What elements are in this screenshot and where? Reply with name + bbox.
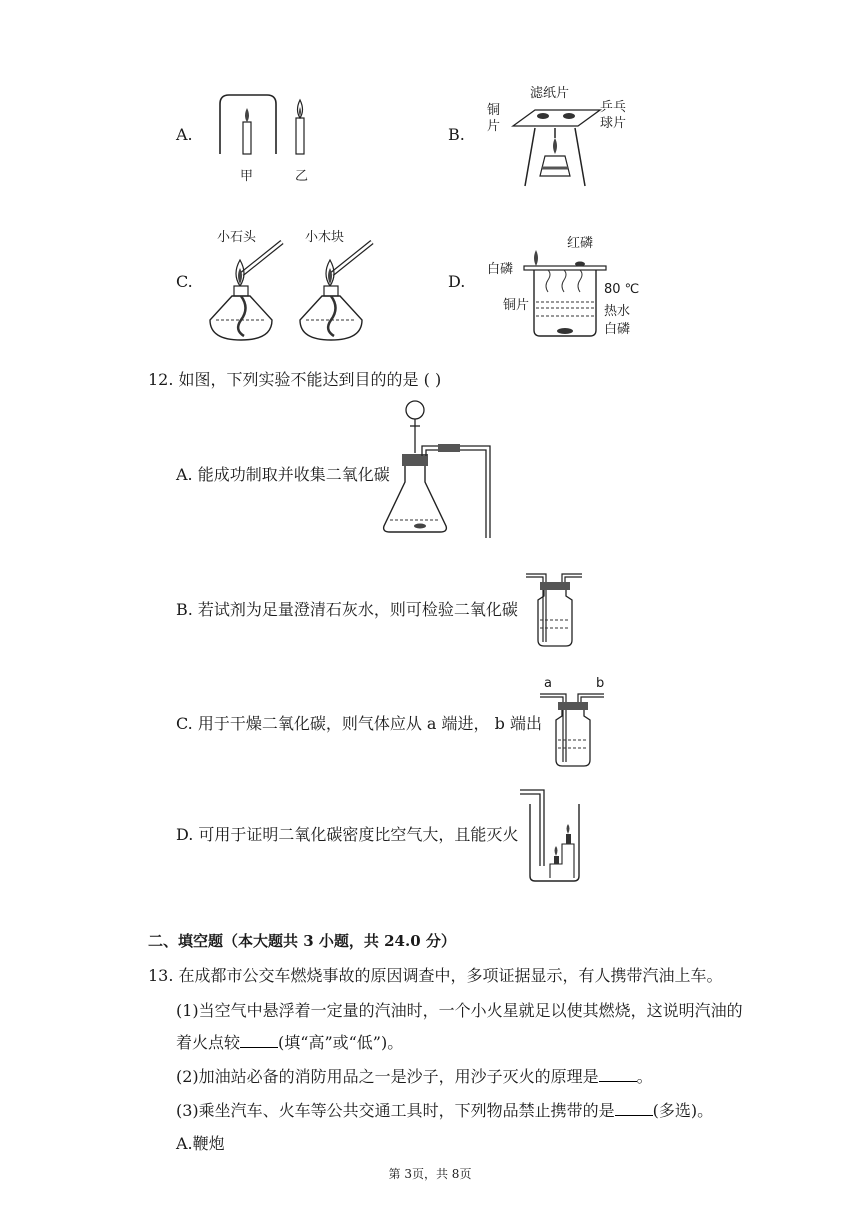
q13-part1-line2 bbox=[176, 1030, 403, 1053]
q13-part2-post: 。 bbox=[636, 1067, 653, 1086]
q12-c-drying-bottle bbox=[536, 690, 608, 768]
q12-option-b: B. 若试剂为足量澄清石灰水，则可检验二氧化碳 bbox=[176, 600, 518, 619]
q11-d-label-temp: 80 ℃ bbox=[604, 282, 640, 297]
q11-d-beaker-figure bbox=[520, 244, 610, 340]
q11-option-b-letter: B. bbox=[448, 125, 465, 144]
q11-a-label-yi: 乙 bbox=[295, 169, 309, 184]
q13-part3-post: (多选)。 bbox=[652, 1101, 714, 1120]
q11-d-label-white-p: 白磷 bbox=[487, 262, 514, 277]
q11-b-label-filter: 滤纸片 bbox=[530, 86, 570, 101]
q11-option-a-letter: A. bbox=[176, 125, 193, 144]
q13-answer-blank-2[interactable] bbox=[599, 1067, 637, 1082]
q11-b-label-pingpong: 乒乓 球片 bbox=[600, 100, 627, 131]
q11-d-label-white-p2: 白磷 bbox=[604, 322, 631, 337]
q12-a-flask-apparatus bbox=[380, 398, 500, 540]
q13-answer-blank-1[interactable] bbox=[240, 1033, 278, 1048]
q11-option-d-letter: D. bbox=[448, 272, 466, 291]
q11-c-alcohol-lamps-figure bbox=[210, 236, 400, 346]
q11-d-label-hot-water: 热水 bbox=[604, 304, 631, 319]
q11-c-label-wood: 小木块 bbox=[305, 230, 345, 245]
q11-d-label-copper: 铜片 bbox=[503, 298, 530, 313]
q13-stem: 13. 在成都市公交车燃烧事故的原因调查中，多项证据显示，有人携带汽油上车。 bbox=[148, 966, 723, 985]
q13-part3 bbox=[176, 1098, 713, 1121]
q11-b-tripod-figure bbox=[505, 98, 605, 190]
q13-part1-post: (填“高”或“低”)。 bbox=[278, 1033, 404, 1052]
q13-part2-pre: (2)加油站必备的消防用品之一是沙子，用沙子灭火的原理是 bbox=[176, 1067, 599, 1086]
q12-option-d: D. 可用于证明二氧化碳密度比空气大，且能灭火 bbox=[176, 825, 519, 844]
q13-part1-line1: (1)当空气中悬浮着一定量的汽油时，一个小火星就足以使其燃烧，这说明汽油的 bbox=[176, 1001, 743, 1020]
q11-a-label-jia: 甲 bbox=[240, 169, 254, 184]
q11-c-label-stone: 小石头 bbox=[217, 230, 257, 245]
q13-part1-pre: 着火点较 bbox=[176, 1033, 241, 1052]
q13-part2 bbox=[176, 1064, 653, 1087]
q12-c-label-a: a bbox=[544, 676, 552, 691]
q11-option-c-letter: C. bbox=[176, 272, 193, 291]
q12-d-beaker-candles bbox=[516, 786, 596, 884]
q13-part3-pre: (3)乘坐汽车、火车等公共交通工具时，下列物品禁止携带的是 bbox=[176, 1101, 615, 1120]
q11-d-label-red-p: 红磷 bbox=[567, 236, 594, 251]
q11-a-candle-figure bbox=[215, 92, 325, 187]
q12-b-gas-bottle bbox=[524, 568, 586, 646]
q12-option-a: A. 能成功制取并收集二氧化碳 bbox=[176, 465, 390, 484]
q13-answer-blank-3[interactable] bbox=[615, 1101, 653, 1116]
page-footer: 第 3页，共 8页 bbox=[388, 1167, 472, 1181]
section-title-fill-in: 二、填空题（本大题共 3 小题，共 24.0 分） bbox=[148, 932, 456, 950]
q12-c-label-b: b bbox=[596, 676, 605, 691]
q11-b-label-copper: 铜 片 bbox=[487, 103, 501, 134]
q12-option-c: C. 用于干燥二氧化碳，则气体应从 a 端进， b 端出 bbox=[176, 714, 542, 733]
q12-stem: 12. 如图，下列实验不能达到目的的是 ( ) bbox=[148, 370, 442, 389]
q13-option-a: A.鞭炮 bbox=[176, 1134, 225, 1153]
